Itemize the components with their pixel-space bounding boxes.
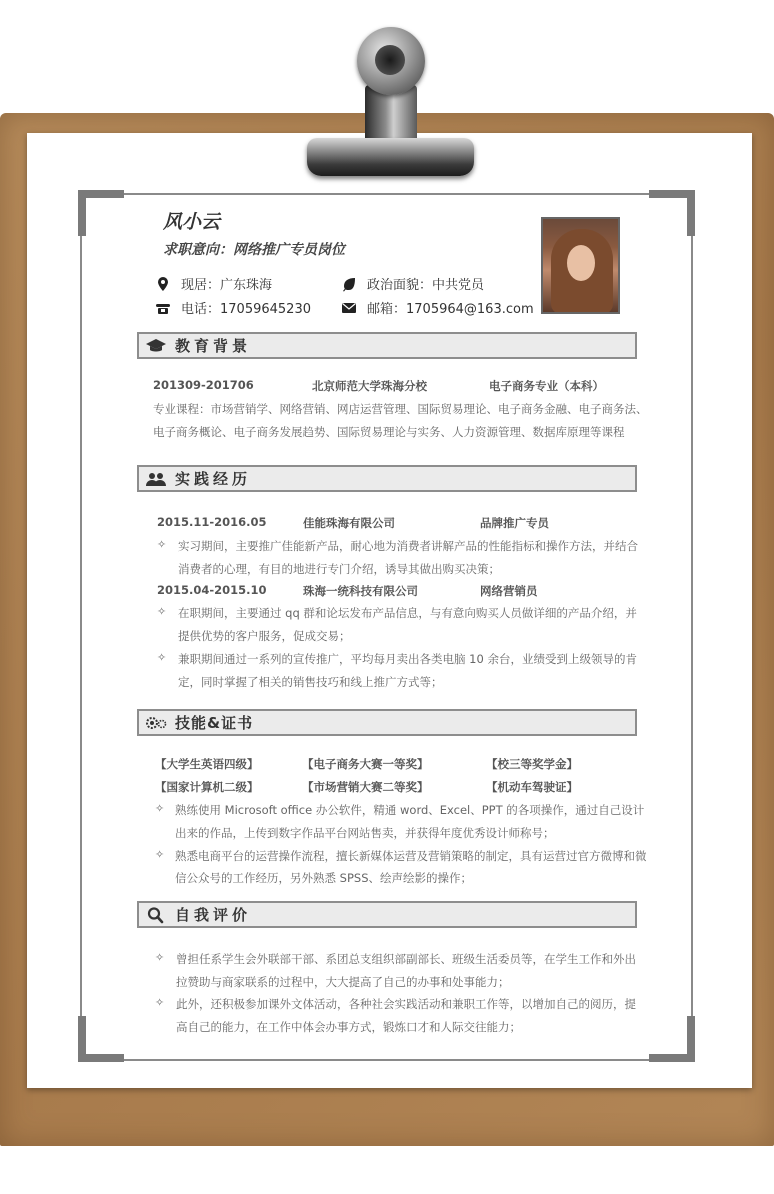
politics-text: 政治面貌：中共党员 (367, 278, 485, 293)
phone-text: 电话：17059645230 (181, 302, 311, 317)
section-practice (137, 465, 637, 492)
job-period: 2015.04-2015.10 (157, 583, 267, 597)
skill-desc-line: 出来的作品，上传到数字作品平台网站售卖，并获得年度优秀设计师称号； (175, 826, 555, 840)
leaf-icon (341, 276, 357, 292)
job-desc-line: 兼职期间通过一系列的宣传推广，平均每月卖出各类电脑 10 余台，业绩受到上级领导的肯 (178, 652, 637, 666)
job-company: 珠海一统科技有限公司 (303, 584, 418, 598)
clip-ring-hole (375, 45, 405, 75)
telephone-icon (155, 300, 171, 316)
job-title: 品牌推广专员 (480, 516, 549, 530)
certificate: 【国家计算机二级】 (155, 780, 259, 794)
self-eval-line: 拉赞助与商家联系的过程中，大大提高了自己的办事和处事能力； (176, 975, 510, 989)
candidate-name: 风小云 (163, 211, 221, 233)
graduation-cap-icon (145, 337, 167, 355)
skill-desc-line: 信公众号的工作经历，另外熟悉 SPSS、绘声绘影的操作； (175, 871, 472, 885)
self-eval-line: 曾担任系学生会外联部干部、系团总支组织部副部长、班级生活委员等，在学生工作和外出 (176, 952, 636, 966)
bullet-icon: ✧ (157, 538, 167, 551)
skill-desc-line: 熟练使用 Microsoft office 办公软件，精通 word、Excel、PPT 的各项操作，通过自己设计 (175, 803, 645, 817)
job-intent: 求职意向：网络推广专员岗位 (163, 242, 345, 258)
edu-courses-line: 专业课程：市场营销学、网络营销、网店运营管理、国际贸易理论、电子商务金融、电子商务法、 (153, 402, 648, 416)
bullet-icon: ✧ (157, 651, 167, 664)
section-title: 实践经历 (175, 470, 252, 488)
email-info (341, 298, 534, 317)
job-desc-line: 实习期间，主要推广佳能新产品，耐心地为消费者讲解产品的性能指标和操作方法，并结合 (178, 539, 638, 553)
edu-major: 电子商务专业（本科） (489, 379, 604, 393)
section-title: 技能&证书 (175, 714, 254, 732)
bullet-icon: ✧ (155, 848, 165, 861)
edu-period: 201309-201706 (153, 378, 254, 392)
email-text: 邮箱：1705964@163.com (367, 302, 534, 317)
magnifier-icon (145, 906, 167, 924)
certificate: 【市场营销大赛二等奖】 (302, 780, 429, 794)
frame-corner (649, 1016, 695, 1062)
gears-icon (145, 714, 167, 732)
resume-frame (80, 193, 693, 1061)
edu-school: 北京师范大学珠海分校 (312, 379, 427, 393)
certificate: 【大学生英语四级】 (155, 757, 259, 771)
bullet-icon: ✧ (157, 605, 167, 618)
section-self-evaluation (137, 901, 637, 928)
location-pin-icon (155, 276, 171, 292)
section-title: 自我评价 (175, 906, 252, 924)
people-icon (145, 470, 167, 488)
certificate: 【校三等奖学金】 (486, 757, 578, 771)
frame-corner (649, 190, 695, 236)
certificate: 【电子商务大赛一等奖】 (302, 757, 429, 771)
job-period: 2015.11-2016.05 (157, 515, 267, 529)
job-desc-line: 在职期间，主要通过 qq 群和论坛发布产品信息，与有意向购买人员做详细的产品介绍，并 (178, 606, 637, 620)
edu-courses-line: 电子商务概论、电子商务发展趋势、国际贸易理论与实务、人力资源管理、数据库原理等课程 (153, 425, 625, 439)
job-title: 网络营销员 (480, 584, 538, 598)
envelope-icon (341, 300, 357, 316)
phone-info (155, 298, 311, 317)
section-title: 教育背景 (175, 337, 252, 355)
self-eval-line: 高自己的能力，在工作中体会办事方式，锻炼口才和人际交往能力； (176, 1020, 521, 1034)
skill-desc-line: 熟悉电商平台的运营操作流程，擅长新媒体运营及营销策略的制定，具有运营过官方微博和微 (175, 849, 647, 863)
bullet-icon: ✧ (155, 802, 165, 815)
bullet-icon: ✧ (155, 996, 165, 1009)
politics-info (341, 274, 484, 293)
bullet-icon: ✧ (155, 951, 165, 964)
residence-info (155, 274, 272, 293)
self-eval-line: 此外，还积极参加课外文体活动，各种社会实践活动和兼职工作等，以增加自己的阅历，提 (176, 997, 636, 1011)
photo-face (567, 245, 595, 281)
job-desc-line: 定，同时掌握了相关的销售技巧和线上推广方式等； (178, 675, 443, 689)
job-desc-line: 提供优势的客户服务，促成交易； (178, 629, 351, 643)
frame-corner (78, 1016, 124, 1062)
binder-clip (307, 138, 474, 176)
profile-photo (541, 217, 620, 314)
frame-corner (78, 190, 124, 236)
job-company: 佳能珠海有限公司 (303, 516, 395, 530)
section-education (137, 332, 637, 359)
certificate: 【机动车驾驶证】 (486, 780, 578, 794)
job-desc-line: 消费者的心理，有目的地进行专门介绍，诱导其做出购买决策； (178, 562, 500, 576)
residence-text: 现居：广东珠海 (181, 278, 273, 293)
section-skills (137, 709, 637, 736)
